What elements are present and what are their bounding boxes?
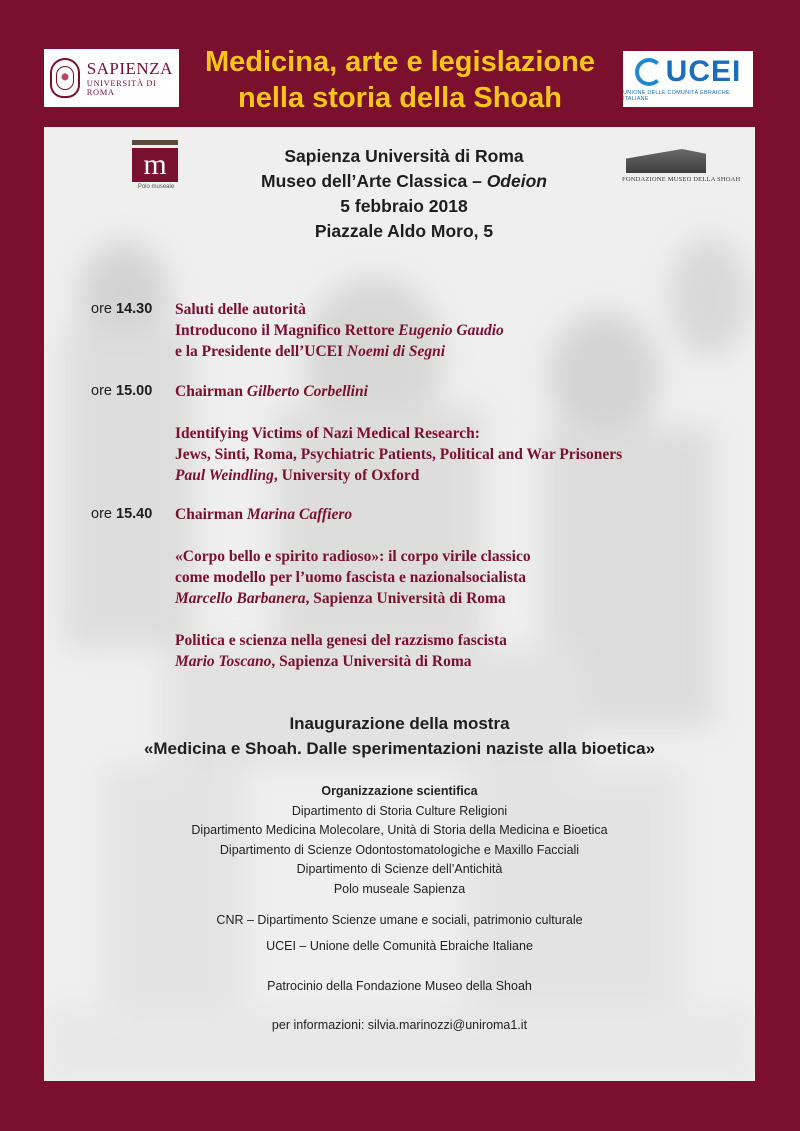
program-text (175, 381, 745, 486)
university-seal-icon (50, 58, 80, 98)
speaker-affiliation: , Sapienza Università di Roma (271, 653, 472, 670)
organization-item: Dipartimento Medicina Molecolare, Unità di Storia della Medicina e Bioetica (191, 823, 608, 837)
venue-block (194, 144, 614, 244)
speaker-affiliation: , University of Oxford (273, 467, 420, 484)
polo-museale-logo (132, 140, 180, 196)
talk-title: «Corpo bello e spirito radioso»: il corpo virile classico (175, 548, 531, 565)
chairman-name: Gilberto Corbellini (246, 383, 368, 400)
speaker-affiliation: , Sapienza Università di Roma (305, 590, 506, 607)
sapienza-logo-sub: UNIVERSITÀ DI ROMA (86, 78, 157, 97)
exhibition-title: «Medicina e Shoah. Dalle sperimentazioni naziste alla bioetica» (143, 739, 656, 758)
contact-info: per informazioni: silvia.marinozzi@uniroma1.it (271, 1018, 528, 1032)
poster-title (185, 44, 615, 116)
venue-address: Piazzale Aldo Moro, 5 (314, 221, 494, 241)
organization-item: Dipartimento di Scienze Odontostomatologiche e Maxillo Facciali (219, 842, 580, 857)
program-line: e la Presidente dell’UCEI (175, 343, 347, 360)
program-line: Introducono il Magnifico Rettore (175, 322, 399, 339)
inauguration-heading: Inaugurazione della mostra (289, 714, 510, 733)
program-text (175, 299, 745, 362)
talk-title: Jews, Sinti, Roma, Psychiatric Patients, Political and War Prisoners (175, 446, 623, 463)
fondazione-building-icon (626, 149, 706, 173)
organization-block (74, 782, 725, 899)
speaker-name: Paul Weindling (175, 467, 274, 484)
talk-title: Politica e scienza nella genesi del razzismo fascista (175, 632, 507, 649)
chairman-label: Chairman (175, 506, 247, 523)
program-text (175, 504, 745, 672)
ucei-logo-name: UCEI (665, 54, 742, 88)
sapienza-logo (44, 49, 179, 107)
ucei-logo-sub: UNIONE DELLE COMUNITÀ EBRAICHE ITALIANE (623, 89, 730, 102)
organization-heading: Organizzazione scientifica (321, 784, 478, 798)
fondazione-label: FONDAZIONE MUSEO DELLA SHOAH (622, 176, 741, 183)
speaker-name: Noemi di Segni (346, 343, 446, 360)
poster-title-line1: Medicina, arte e legislazione (204, 46, 596, 78)
organization-item: Dipartimento di Storia Culture Religioni (291, 803, 508, 818)
talk-title: come modello per l’uomo fascista e nazionalsocialista (175, 569, 527, 586)
program-title: Saluti delle autorità (175, 301, 306, 318)
program-time: ore 15.40 (91, 506, 153, 522)
cnr-credit: CNR – Dipartimento Scienze umane e sociali, patrimonio culturale (216, 913, 583, 927)
organization-item: Polo museale Sapienza (333, 881, 466, 896)
sapienza-logo-name: SAPIENZA (86, 59, 173, 78)
ucei-credit: UCEI – Unione delle Comunità Ebraiche Italiane (266, 939, 533, 953)
polo-museale-label: Polo museale (137, 184, 175, 190)
chairman-label: Chairman (175, 383, 247, 400)
venue-line1: Sapienza Università di Roma (284, 146, 524, 166)
venue-room: Odeion (486, 171, 547, 191)
program-time: ore 15.00 (91, 383, 153, 399)
program-time: ore 14.30 (91, 301, 153, 317)
chairman-name: Marina Caffiero (246, 506, 353, 523)
poster-title-line2: nella storia della Shoah (238, 82, 562, 114)
content-panel (44, 127, 755, 1081)
venue-museum: Museo dell’Arte Classica – (261, 171, 487, 191)
polo-museale-letter: m (132, 148, 178, 182)
patronage-credit: Patrocinio della Fondazione Museo della Shoah (267, 979, 532, 993)
speaker-name: Eugenio Gaudio (398, 322, 504, 339)
ucei-logo (623, 51, 753, 107)
ucei-swirl-icon (635, 58, 663, 86)
organization-item: Dipartimento di Scienze dell’Antichità (296, 862, 503, 876)
speaker-name: Mario Toscano (175, 653, 272, 670)
talk-title: Identifying Victims of Nazi Medical Research: (175, 425, 480, 442)
venue-date: 5 febbraio 2018 (340, 196, 468, 216)
speaker-name: Marcello Barbanera (175, 590, 306, 607)
fondazione-museo-shoah-logo (622, 149, 746, 189)
inauguration-block (74, 711, 725, 761)
venue-line2 (194, 169, 614, 194)
